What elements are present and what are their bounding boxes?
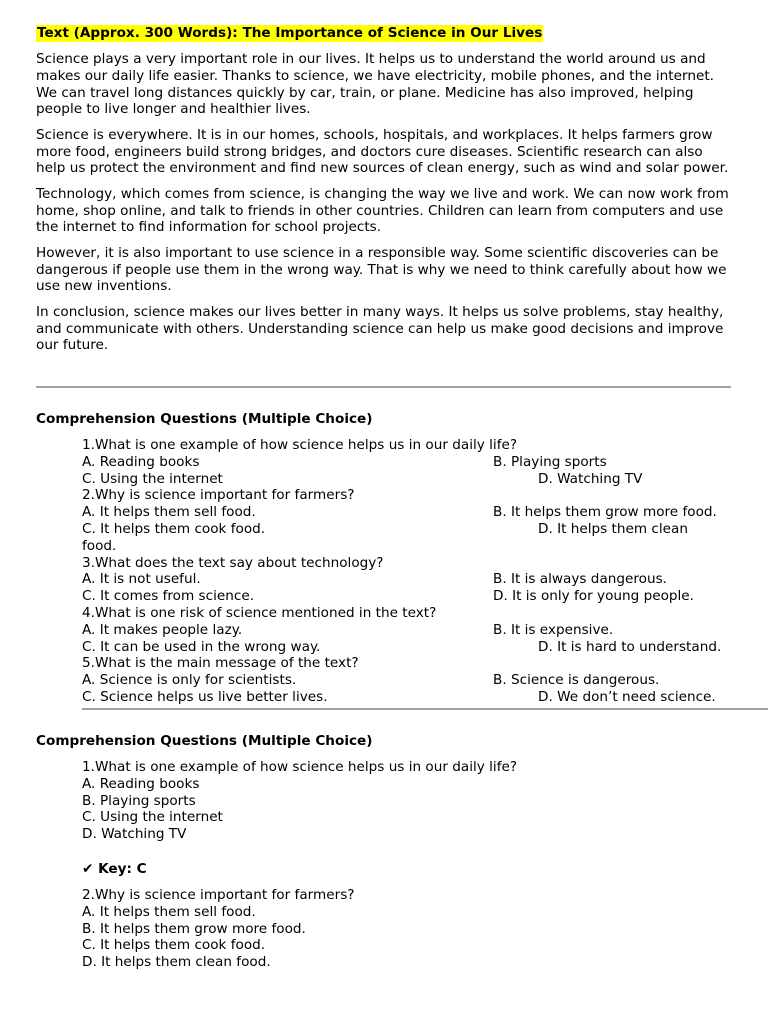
- answer-row: [82, 639, 742, 656]
- answer-option: B. It is always dangerous.: [493, 571, 668, 588]
- question-text: 2.Why is science important for farmers?: [82, 886, 355, 903]
- answer-option: D. Watching TV: [538, 470, 643, 487]
- question-text: 1.What is one example of how science helps us in our daily life?: [82, 437, 518, 453]
- answer-row: [82, 454, 742, 471]
- paragraph: Technology, which comes from science, is changing the way we live and work. We can now work from home, shop online, and talk to friends in other countries. Children can learn from computers and use the internet to find information for school projects.: [36, 185, 729, 236]
- question-text: 5.What is the main message of the text?: [82, 655, 359, 672]
- question-text: 3.What does the text say about technology?: [82, 554, 384, 571]
- answer-option: B. It helps them grow more food.: [82, 920, 306, 937]
- section-heading: Comprehension Questions (Multiple Choice): [36, 733, 373, 749]
- answer-option: B. It helps them grow more food.: [493, 504, 717, 521]
- answer-option: C. It helps them cook food.: [82, 520, 266, 537]
- answer-option: A. It helps them sell food.: [82, 504, 256, 521]
- question-text: 4.What is one risk of science mentioned in the text?: [82, 604, 437, 621]
- answer-option: B. It is expensive.: [493, 621, 614, 638]
- answer-option: A. It makes people lazy.: [82, 621, 243, 638]
- document-title: Text (Approx. 300 Words): The Importance of Science in Our Lives: [37, 25, 543, 41]
- answer-option: A. Science is only for scientists.: [82, 672, 297, 689]
- answer-option: C. Science helps us live better lives.: [82, 688, 328, 705]
- paragraph: However, it is also important to use science in a responsible way. Some scientific discoveries can be dangerous if people use them in the wrong way. That is why we need to think carefully about how we use new inventions.: [36, 244, 727, 295]
- answer-option: B. Playing sports: [82, 792, 196, 809]
- answer-row: [82, 622, 742, 639]
- answer-row: [82, 689, 742, 706]
- answer-option: D. It helps them clean food.: [82, 954, 271, 971]
- answer-option: C. Using the internet: [82, 470, 223, 487]
- answer-row: [82, 471, 742, 488]
- question-text: 1.What is one example of how science helps us in our daily life?: [82, 759, 518, 775]
- answer-option: A. It is not useful.: [82, 571, 201, 588]
- answer-option: C. It can be used in the wrong way.: [82, 638, 321, 655]
- answer-option: C. It helps them cook food.: [82, 937, 266, 954]
- answer-row: [82, 504, 742, 521]
- answer-option: A. Reading books: [82, 453, 200, 470]
- answer-option: D. It helps them clean: [538, 520, 688, 537]
- paragraph: Science plays a very important role in our lives. It helps us to understand the world around us and makes our daily life easier. Thanks to science, we have electricity, mobile phones, and the internet. We can travel long distances quickly by car, train, or plane. Medicine has also improved, helping people to live longer and healthier lives.: [36, 51, 714, 118]
- answer-row: [82, 672, 742, 689]
- answer-option: D. Watching TV: [82, 826, 187, 843]
- answer-option: C. Using the internet: [82, 809, 223, 826]
- paragraph: Science is everywhere. It is in our homes, schools, hospitals, and workplaces. It helps farmers grow more food, engineers build strong bridges, and doctors cure diseases. Scientific research can also help us protect the environment and find new sources of clean energy, such as wind and solar power.: [36, 126, 729, 177]
- divider: [36, 386, 731, 388]
- answer-option: D. It is hard to understand.: [538, 638, 722, 655]
- paragraph: In conclusion, science makes our lives better in many ways. It helps us solve problems, stay healthy, and communicate with others. Understanding science can help us make good decisions and improve our future.: [36, 303, 724, 354]
- answer-key: ✔ Key: C: [82, 860, 147, 877]
- answer-option: D. It is only for young people.: [493, 588, 694, 605]
- answer-continuation: food.: [82, 537, 117, 554]
- answer-option: A. It helps them sell food.: [82, 903, 256, 920]
- answer-option: C. It comes from science.: [82, 588, 255, 605]
- section-heading: Comprehension Questions (Multiple Choice): [36, 411, 373, 427]
- question-text: 2.Why is science important for farmers?: [82, 487, 355, 504]
- answer-row: [82, 571, 742, 588]
- answer-row: [82, 521, 742, 538]
- answer-option: B. Science is dangerous.: [493, 672, 660, 689]
- answer-option: D. We don’t need science.: [538, 688, 716, 705]
- answer-row: [82, 588, 742, 605]
- question-list: [82, 437, 742, 706]
- answer-option: A. Reading books: [82, 775, 200, 792]
- answer-option: B. Playing sports: [493, 453, 607, 470]
- answer-key-list: [82, 759, 742, 971]
- divider: [82, 708, 768, 710]
- reading-passage: [36, 51, 736, 363]
